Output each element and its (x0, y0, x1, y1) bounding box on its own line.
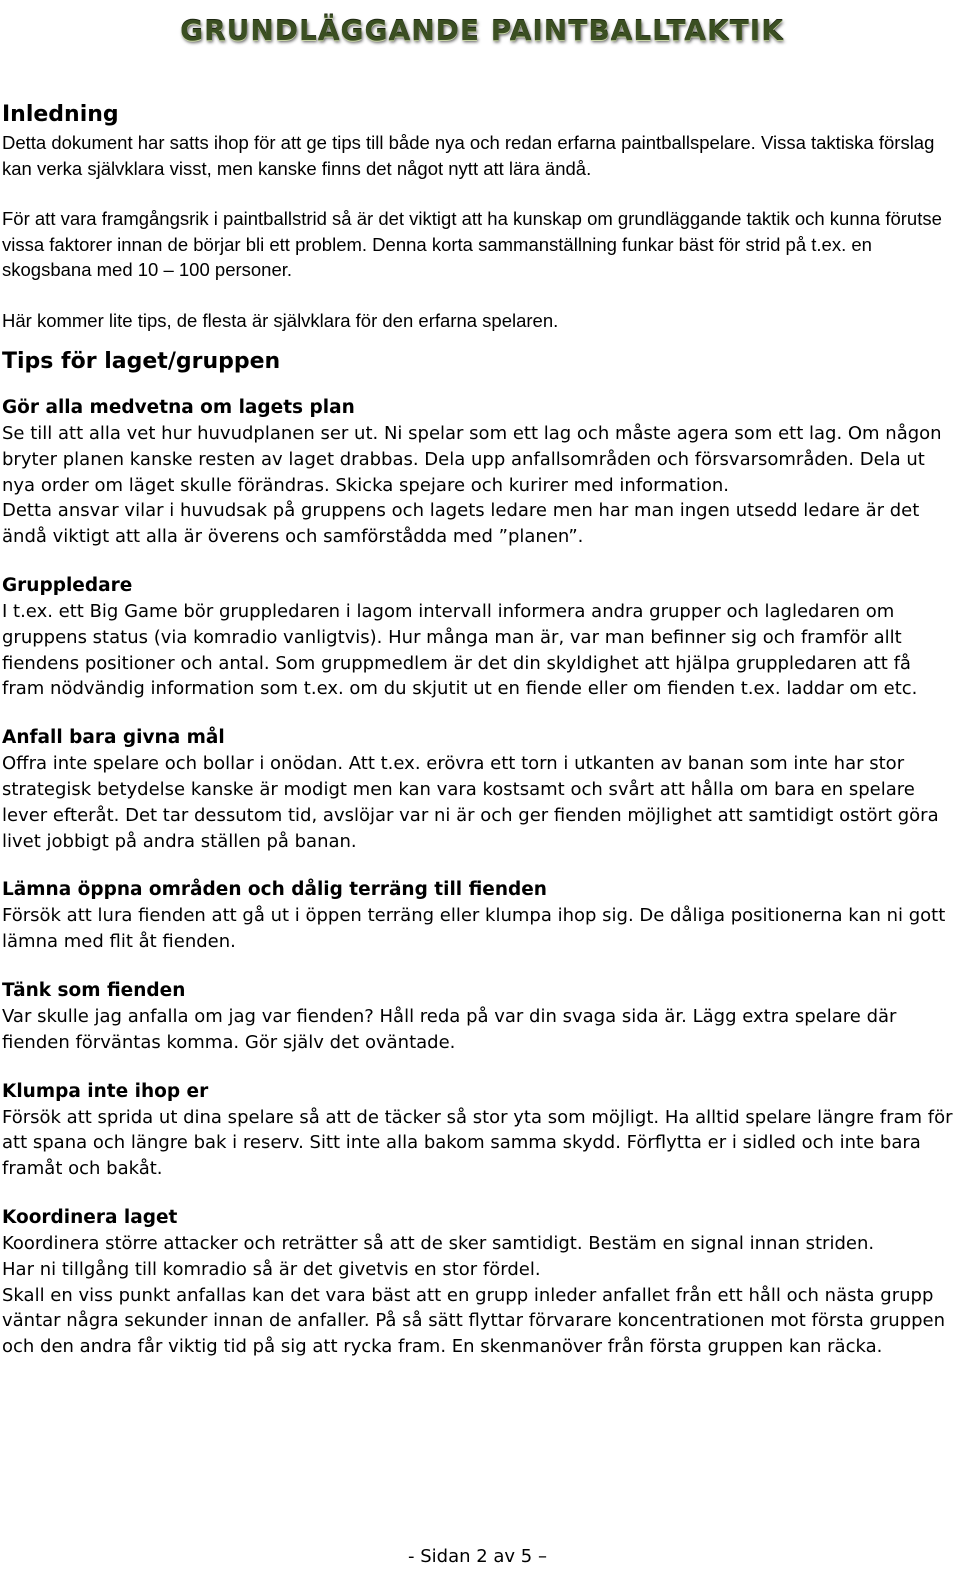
tip-paragraph: Offra inte spelare och bollar i onödan. Att t.ex. erövra ett torn i utkanten av banan som inte har stor strategisk betydelse kanske är modigt men kan vara kostsamt och svårt att hålla om bara en spelare lever efteråt. Det tar dessutom tid, avslöjar var ni är och ger fienden möjlighet att samtidigt ostört göra livet jobbigt på andra ställen på banan. (2, 753, 939, 852)
page-number: - Sidan 2 av 5 – (408, 1546, 547, 1567)
tips-heading: Tips för laget/gruppen (2, 349, 281, 374)
intro-paragraph: Detta dokument har satts ihop för att ge tips till både nya och redan erfarna paintballspelare. Vissa taktiska förslag kan verka självklara visst, men kanske finns det något nytt att lära ändå. (2, 132, 935, 179)
tip-title: Lämna öppna områden och dålig terräng till fienden (2, 879, 547, 901)
tip-title: Koordinera laget (2, 1206, 178, 1228)
tip-paragraph: Skall en viss punkt anfallas kan det vara bäst att en grupp inleder anfallet från ett håll och nästa grupp väntar några sekunder innan de anfaller. På så sätt flyttar förvarare koncentrationen mot första gruppen och den andra får viktig tid på sig att rycka fram. En skenmanöver från första gruppen kan räcka. (2, 1284, 946, 1358)
tip-title: Gör alla medvetna om lagets plan (2, 397, 355, 418)
tip-paragraph: Försök att sprida ut dina spelare så att de täcker så stor yta som möjligt. Ha alltid spelare längre fram för att spana och längre bak i reserv. Sitt inte alla bakom samma skydd. Förflytta er i sidled och inte bara framåt och bakåt. (2, 1106, 953, 1180)
tip-section (2, 725, 958, 854)
tip-section (2, 1205, 958, 1360)
document-body (2, 100, 958, 1360)
tip-title: Anfall bara givna mål (2, 727, 225, 749)
tip-paragraph: Har ni tillgång till komradio så är det givetvis en stor fördel. (2, 1258, 541, 1280)
tip-section (2, 573, 958, 702)
intro-heading: Inledning (2, 102, 119, 127)
title-banner: GRUNDLÄGGANDE PAINTBALLTAKTIK (180, 14, 784, 47)
tip-section (2, 1079, 958, 1182)
tip-title: Klumpa inte ihop er (2, 1080, 209, 1102)
tip-title: Gruppledare (2, 574, 133, 596)
tip-paragraph: Koordinera större attacker och reträtter så att de sker samtidigt. Bestäm en signal innan striden. (2, 1232, 875, 1254)
intro-paragraph: För att vara framgångsrik i paintballstrid så är det viktigt att ha kunskap om grundläggande taktik och kunna förutse vissa faktorer innan de börjar bli ett problem. Denna korta sammanställning funkar bäst för strid på t.ex. en skogsbana med 10 – 100 personer. (2, 208, 942, 280)
tip-paragraph: Var skulle jag anfalla om jag var fienden? Håll reda på var din svaga sida är. Lägg extra spelare där fienden förväntas komma. Gör själv det oväntade. (2, 1005, 897, 1053)
tip-title: Tänk som fienden (2, 979, 186, 1001)
tip-paragraph: Se till att alla vet hur huvudplanen ser ut. Ni spelar som ett lag och måste agera som ett lag. Om någon bryter planen kanske resten av laget drabbas. Dela upp anfallsområden och försvarsområden. Dela ut nya order om läget skulle förändras. Skicka spejare och kurirer med information. (2, 423, 942, 496)
tip-paragraph: Försök att lura fienden att gå ut i öppen terräng eller klumpa ihop sig. De dåliga positionerna kan ni gott lämna med flit åt fienden. (2, 905, 946, 953)
tip-section (2, 395, 958, 550)
intro-paragraph: Här kommer lite tips, de flesta är självklara för den erfarna spelaren. (2, 309, 559, 331)
tip-section (2, 877, 958, 955)
tip-paragraph: Detta ansvar vilar i huvudsak på gruppens och lagets ledare men har man ingen utsedd ledare är det ändå viktigt att alla är överens och samförstådda med ”planen”. (2, 500, 920, 548)
tip-paragraph: I t.ex. ett Big Game bör gruppledaren i lagom intervall informera andra grupper och lagledaren om gruppens status (via komradio vanligtvis). Hur många man är, var man befinner sig och framför allt fiendens positioner och antal. Som gruppmedlem är det din skyldighet att hjälpa gruppledaren att få fram nödvändig information som t.ex. om du skjutit ut en fiende eller om fienden t.ex. laddar om etc. (2, 600, 918, 700)
tip-section (2, 978, 958, 1056)
